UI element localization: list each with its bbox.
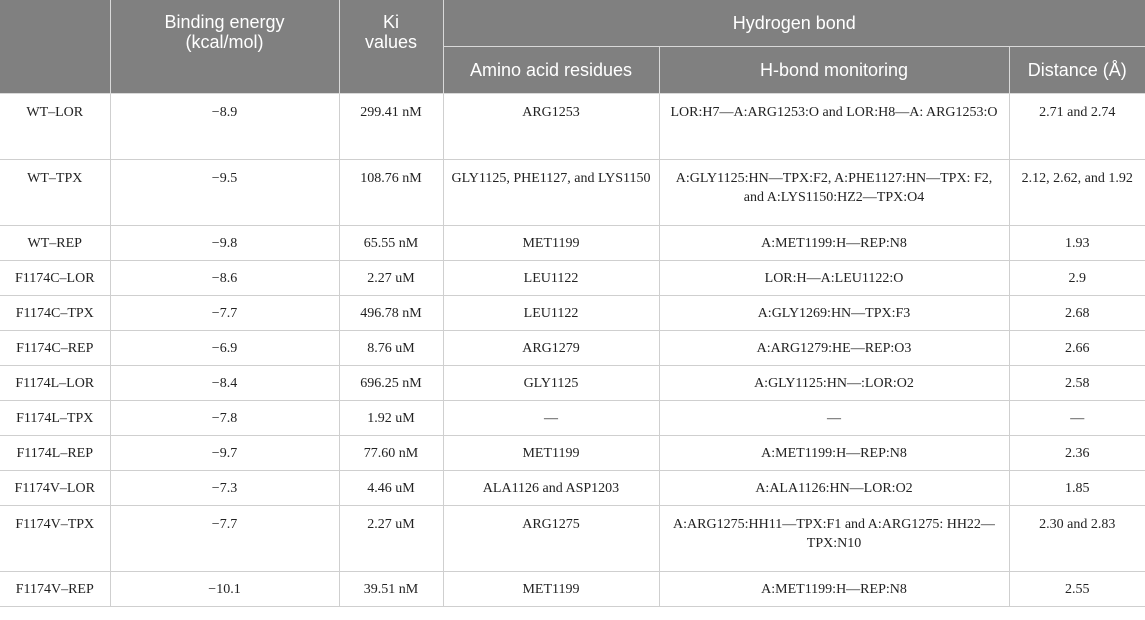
- binding-energy-cell: −10.1: [110, 572, 339, 607]
- binding-energy-cell: −9.7: [110, 436, 339, 471]
- distance-cell: 1.93: [1009, 226, 1145, 261]
- amino-acid-residues-cell: MET1199: [443, 436, 659, 471]
- h-bond-monitoring-cell: —: [659, 401, 1009, 436]
- h-bond-monitoring-cell: LOR:H7—A:ARG1253:O and LOR:H8—A: ARG1253:O: [659, 94, 1009, 160]
- ki-value-cell: 77.60 nM: [339, 436, 443, 471]
- amino-acid-residues-cell: ARG1253: [443, 94, 659, 160]
- h-bond-monitoring-cell: A:MET1199:H—REP:N8: [659, 226, 1009, 261]
- amino-acid-residues-cell: GLY1125, PHE1127, and LYS1150: [443, 160, 659, 226]
- h-bond-monitoring-cell: A:GLY1125:HN—TPX:F2, A:PHE1127:HN—TPX: F2, and A:LYS1150:HZ2—TPX:O4: [659, 160, 1009, 226]
- ki-value-cell: 65.55 nM: [339, 226, 443, 261]
- complex-cell: F1174L–REP: [0, 436, 110, 471]
- table-body: [0, 94, 1145, 607]
- binding-energy-cell: −9.8: [110, 226, 339, 261]
- binding-energy-cell: −7.3: [110, 471, 339, 506]
- distance-cell: 2.12, 2.62, and 1.92: [1009, 160, 1145, 226]
- amino-acid-residues-cell: GLY1125: [443, 366, 659, 401]
- table-row: [0, 331, 1145, 366]
- ki-value-cell: 108.76 nM: [339, 160, 443, 226]
- table-row: [0, 436, 1145, 471]
- amino-acid-residues-cell: MET1199: [443, 572, 659, 607]
- binding-energy-cell: −6.9: [110, 331, 339, 366]
- table-row: [0, 94, 1145, 160]
- distance-cell: 1.85: [1009, 471, 1145, 506]
- header-hydrogen-bond: Hydrogen bond: [443, 0, 1145, 47]
- amino-acid-residues-cell: ARG1279: [443, 331, 659, 366]
- ki-value-cell: 4.46 uM: [339, 471, 443, 506]
- table-row: [0, 366, 1145, 401]
- table-row: [0, 572, 1145, 607]
- binding-energy-cell: −8.6: [110, 261, 339, 296]
- amino-acid-residues-cell: LEU1122: [443, 296, 659, 331]
- binding-energy-cell: −8.9: [110, 94, 339, 160]
- distance-cell: 2.9: [1009, 261, 1145, 296]
- table-row: [0, 160, 1145, 226]
- distance-cell: 2.71 and 2.74: [1009, 94, 1145, 160]
- table-row: [0, 506, 1145, 572]
- distance-cell: 2.68: [1009, 296, 1145, 331]
- distance-cell: 2.58: [1009, 366, 1145, 401]
- complex-cell: F1174C–REP: [0, 331, 110, 366]
- ki-value-cell: 2.27 uM: [339, 506, 443, 572]
- amino-acid-residues-cell: MET1199: [443, 226, 659, 261]
- header-distance: Distance (Å): [1009, 47, 1145, 94]
- h-bond-monitoring-cell: A:ALA1126:HN—LOR:O2: [659, 471, 1009, 506]
- complex-cell: F1174C–LOR: [0, 261, 110, 296]
- distance-cell: 2.30 and 2.83: [1009, 506, 1145, 572]
- distance-cell: —: [1009, 401, 1145, 436]
- complex-cell: F1174L–LOR: [0, 366, 110, 401]
- table-row: [0, 261, 1145, 296]
- h-bond-monitoring-cell: A:MET1199:H—REP:N8: [659, 436, 1009, 471]
- amino-acid-residues-cell: ARG1275: [443, 506, 659, 572]
- distance-cell: 2.36: [1009, 436, 1145, 471]
- binding-energy-cell: −7.7: [110, 296, 339, 331]
- complex-cell: WT–LOR: [0, 94, 110, 160]
- h-bond-monitoring-cell: A:ARG1275:HH11—TPX:F1 and A:ARG1275: HH22—TPX:N10: [659, 506, 1009, 572]
- distance-cell: 2.55: [1009, 572, 1145, 607]
- h-bond-monitoring-cell: A:GLY1125:HN—:LOR:O2: [659, 366, 1009, 401]
- binding-energy-cell: −7.7: [110, 506, 339, 572]
- ki-value-cell: 1.92 uM: [339, 401, 443, 436]
- header-binding-energy: Binding energy (kcal/mol): [110, 0, 339, 94]
- complex-cell: F1174V–LOR: [0, 471, 110, 506]
- complex-cell: WT–REP: [0, 226, 110, 261]
- table-header: [0, 0, 1145, 94]
- amino-acid-residues-cell: LEU1122: [443, 261, 659, 296]
- distance-cell: 2.66: [1009, 331, 1145, 366]
- h-bond-monitoring-cell: A:MET1199:H—REP:N8: [659, 572, 1009, 607]
- ki-value-cell: 496.78 nM: [339, 296, 443, 331]
- header-h-bond-monitoring: H-bond monitoring: [659, 47, 1009, 94]
- header-complex: [0, 0, 110, 94]
- complex-cell: WT–TPX: [0, 160, 110, 226]
- table-row: [0, 401, 1145, 436]
- complex-cell: F1174C–TPX: [0, 296, 110, 331]
- ki-value-cell: 39.51 nM: [339, 572, 443, 607]
- ki-value-cell: 2.27 uM: [339, 261, 443, 296]
- ki-value-cell: 299.41 nM: [339, 94, 443, 160]
- binding-energy-cell: −7.8: [110, 401, 339, 436]
- binding-energy-cell: −9.5: [110, 160, 339, 226]
- header-ki-values: Ki values: [339, 0, 443, 94]
- amino-acid-residues-cell: —: [443, 401, 659, 436]
- ki-value-cell: 8.76 uM: [339, 331, 443, 366]
- table-row: [0, 226, 1145, 261]
- binding-energy-cell: −8.4: [110, 366, 339, 401]
- table-row: [0, 471, 1145, 506]
- h-bond-monitoring-cell: A:ARG1279:HE—REP:O3: [659, 331, 1009, 366]
- table-row: [0, 296, 1145, 331]
- complex-cell: F1174V–TPX: [0, 506, 110, 572]
- h-bond-monitoring-cell: A:GLY1269:HN—TPX:F3: [659, 296, 1009, 331]
- complex-cell: F1174V–REP: [0, 572, 110, 607]
- ki-value-cell: 696.25 nM: [339, 366, 443, 401]
- h-bond-monitoring-cell: LOR:H—A:LEU1122:O: [659, 261, 1009, 296]
- complex-cell: F1174L–TPX: [0, 401, 110, 436]
- header-amino-acid-residues: Amino acid residues: [443, 47, 659, 94]
- amino-acid-residues-cell: ALA1126 and ASP1203: [443, 471, 659, 506]
